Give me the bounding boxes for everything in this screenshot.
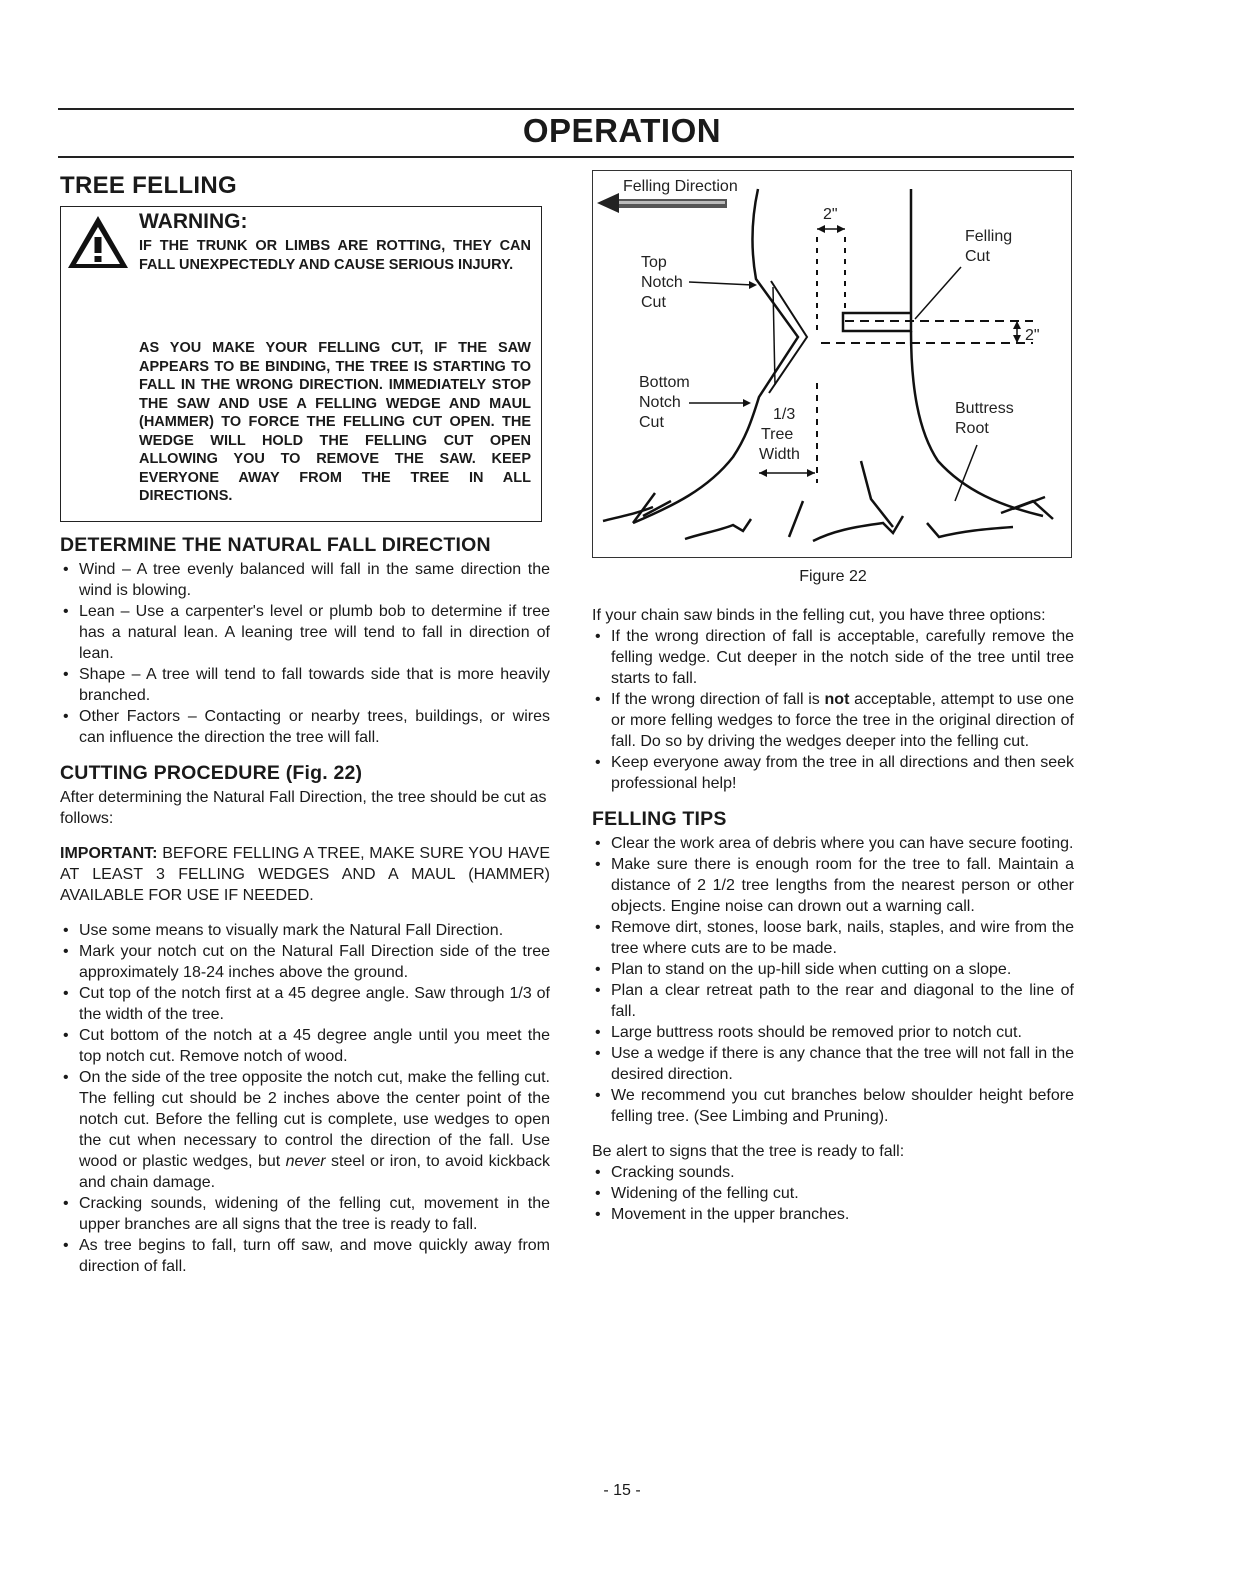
cutting-intro: After determining the Natural Fall Direction, the tree should be cut as follows:: [60, 789, 547, 827]
signs-list: [592, 1162, 1074, 1225]
list-item: • On the side of the tree opposite the notch cut, make the felling cut. The felling cut should be 2 inches above the center point of the notch cut. Before the felling cut is complete, use wedges to open the cut when necessary to control the direction of the fall. Use wood or plastic wedges, but never steel or iron, to avoid kickback and chain damage.: [60, 1067, 550, 1193]
label-buttress-2: Root: [955, 420, 989, 437]
important-label: IMPORTANT:: [60, 845, 158, 862]
label-top-notch-1: Top: [641, 254, 667, 271]
important-text: BEFORE FELLING A TREE, MAKE SURE YOU HAVE AT LEAST 3 FELLING WEDGES AND A MAUL (HAMMER) AVAILABLE FOR USE IF NEEDED.: [60, 845, 550, 904]
list-item: • Use a wedge if there is any chance that the tree will not fall in the desired direction.: [592, 1043, 1074, 1085]
label-width-3: Width: [759, 446, 800, 463]
dimension-arrow-icon: [1013, 321, 1021, 343]
list-item: • Cut top of the notch first at a 45 degree angle. Saw through 1/3 of the width of the tree.: [60, 983, 550, 1025]
warning-text-rotting: IF THE TRUNK OR LIMBS ARE ROTTING, THEY CAN FALL UNEXPECTEDLY AND CAUSE SERIOUS INJURY.: [139, 238, 531, 273]
list-item: • Cracking sounds.: [592, 1162, 1074, 1183]
label-buttress-1: Buttress: [955, 400, 1014, 417]
label-felling-cut-1: Felling: [965, 228, 1013, 245]
roots-ground-decoration: [603, 461, 1053, 541]
tree-felling-heading: TREE FELLING: [60, 172, 237, 199]
label-top-notch-2: Notch: [641, 274, 683, 291]
cutting-steps-list: [60, 920, 550, 1277]
list-item: • Clear the work area of debris where you can have secure footing.: [592, 833, 1074, 854]
page-title: OPERATION: [522, 112, 722, 149]
felling-tips-list: [592, 833, 1074, 1127]
list-item: • Large buttress roots should be removed prior to notch cut.: [592, 1022, 1074, 1043]
list-item: • Use some means to visually mark the Natural Fall Direction.: [60, 920, 550, 941]
list-item: • Lean – Use a carpenter's level or plumb bob to determine if tree has a natural lean. A leaning tree will tend to fall in direction of lean.: [60, 601, 550, 664]
label-top-notch-3: Cut: [641, 294, 666, 311]
list-item: • Shape – A tree will tend to fall towards side that is more heavily branched.: [60, 664, 550, 706]
label-bottom-notch-2: Notch: [639, 394, 681, 411]
list-item: • Make sure there is enough room for the tree to fall. Maintain a distance of 2 1/2 tree lengths from the nearest person or other objects. Engine noise can drown out a warning call.: [592, 854, 1074, 917]
list-item: • Remove dirt, stones, loose bark, nails, staples, and wire from the tree where cuts are to be made.: [592, 917, 1074, 959]
list-item: • If the wrong direction of fall is not acceptable, attempt to use one or more felling wedges to force the tree in the original direction of fall. Do so by driving the wedges deeper into the felling cut.: [592, 689, 1074, 752]
list-item: • Wind – A tree evenly balanced will fall in the same direction the wind is blowing.: [60, 559, 550, 601]
signs-intro: Be alert to signs that the tree is ready to fall:: [592, 1143, 905, 1160]
figure-22: [592, 170, 1072, 558]
felling-cut-outline: [843, 189, 911, 331]
important-note: [60, 843, 550, 906]
felling-direction-arrow-icon: [597, 193, 727, 213]
header-rule-bottom: [58, 156, 1074, 158]
page-number: - 15 -: [603, 1482, 641, 1499]
felling-tips-heading: FELLING TIPS: [592, 808, 727, 830]
label-dim-right: 2": [1025, 327, 1040, 344]
list-item: • Cut bottom of the notch at a 45 degree angle until you meet the top notch cut. Remove notch of wood.: [60, 1025, 550, 1067]
natural-fall-heading: DETERMINE THE NATURAL FALL DIRECTION: [60, 534, 491, 556]
list-item: • Plan a clear retreat path to the rear and diagonal to the line of fall.: [592, 980, 1074, 1022]
tree-felling-diagram: [593, 171, 1071, 557]
list-item: • Widening of the felling cut.: [592, 1183, 1074, 1204]
list-item: • Mark your notch cut on the Natural Fall Direction side of the tree approximately 18-24 inches above the ground.: [60, 941, 550, 983]
binds-options-list: [592, 626, 1074, 794]
header-rule-top: [58, 108, 1074, 110]
list-item: • We recommend you cut branches below shoulder height before felling tree. (See Limbing and Pruning).: [592, 1085, 1074, 1127]
warning-box: [60, 206, 542, 522]
warning-heading: WARNING:: [139, 210, 248, 233]
figure-caption: Figure 22: [799, 568, 867, 585]
list-item: • Other Factors – Contacting or nearby trees, buildings, or wires can influence the direction the tree will fall.: [60, 706, 550, 748]
warning-triangle-icon: [65, 213, 131, 271]
label-bottom-notch-1: Bottom: [639, 374, 690, 391]
binds-intro: If your chain saw binds in the felling cut, you have three options:: [592, 607, 1046, 624]
list-item: • Keep everyone away from the tree in all directions and then seek professional help!: [592, 752, 1074, 794]
width-arrow-icon: [759, 469, 815, 477]
emphasis-never: never: [285, 1153, 326, 1170]
list-item: • As tree begins to fall, turn off saw, and move quickly away from direction of fall.: [60, 1235, 550, 1277]
list-item: • Movement in the upper branches.: [592, 1204, 1074, 1225]
list-item: • Plan to stand on the up-hill side when cutting on a slope.: [592, 959, 1074, 980]
label-felling-direction: Felling Direction: [623, 178, 738, 195]
left-column: [60, 170, 550, 1277]
label-width-1: 1/3: [773, 406, 796, 423]
emphasis-not: not: [824, 691, 850, 708]
cutting-procedure-heading: CUTTING PROCEDURE (Fig. 22): [60, 762, 363, 784]
list-item: • If the wrong direction of fall is acceptable, carefully remove the felling wedge. Cut deeper in the notch side of the tree until tree starts to fall.: [592, 626, 1074, 689]
right-column: [592, 170, 1074, 1225]
list-item: • Cracking sounds, widening of the felling cut, movement in the upper branches are all signs that the tree is ready to fall.: [60, 1193, 550, 1235]
natural-fall-list: [60, 559, 550, 748]
label-bottom-notch-3: Cut: [639, 414, 664, 431]
label-dim-top: 2": [823, 206, 838, 223]
label-width-2: Tree: [761, 426, 794, 443]
dimension-arrow-icon: [817, 225, 845, 233]
label-felling-cut-2: Cut: [965, 248, 990, 265]
warning-text-binding: AS YOU MAKE YOUR FELLING CUT, IF THE SAW APPEARS TO BE BINDING, THE TREE IS STARTING TO FALL IN THE WRONG DIRECTION. IMMEDIATELY STOP THE SAW AND USE A FELLING WEDGE AND MAUL (HAMMER) TO FORCE THE FELLING CUT OPEN. THE WEDGE WILL HOLD THE FELLING CUT OPEN ALLOWING YOU TO REMOVE THE SAW. KEEP EVERYONE AWAY FROM THE TREE IN ALL DIRECTIONS.: [139, 340, 531, 504]
